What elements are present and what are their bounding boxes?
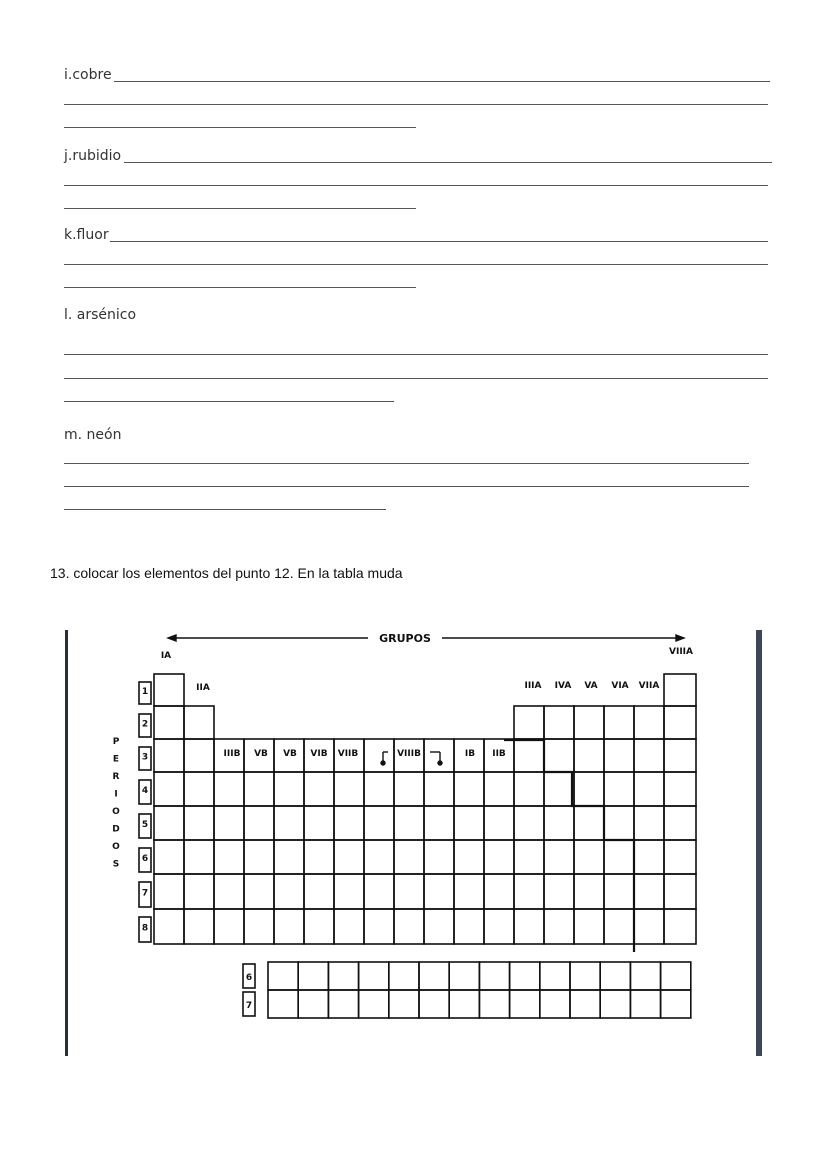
table-cell[interactable] [661, 962, 691, 990]
period-number: 6 [141, 854, 149, 864]
table-cell[interactable] [244, 840, 274, 874]
table-cell[interactable] [364, 806, 394, 840]
table-cell[interactable] [634, 874, 664, 909]
answer-line[interactable] [64, 486, 749, 487]
table-cell[interactable] [184, 874, 214, 909]
question-13: 13. colocar los elementos del punto 12. En la tabla muda [50, 565, 403, 581]
table-cell[interactable] [604, 706, 634, 739]
table-cell[interactable] [449, 962, 479, 990]
table-cell[interactable] [364, 874, 394, 909]
table-cell[interactable] [544, 772, 574, 806]
period-number: 8 [141, 923, 149, 934]
table-cell[interactable] [454, 806, 484, 840]
table-cell[interactable] [364, 840, 394, 874]
table-cell[interactable] [419, 990, 449, 1018]
group-label-a: IIIA [524, 681, 542, 691]
group-label-iib: IIB [492, 749, 506, 759]
table-cell[interactable] [184, 772, 214, 806]
item-label-neon: m. neón [64, 427, 122, 443]
table-cell[interactable] [574, 739, 604, 772]
answer-line[interactable] [64, 509, 386, 510]
table-cell[interactable] [574, 874, 604, 909]
group-label-viiib: VIIIB [397, 749, 421, 759]
table-cell[interactable] [630, 990, 660, 1018]
item-label-arsenico: l. arsénico [64, 307, 137, 323]
periodos-letter: E [112, 754, 120, 765]
table-cell[interactable] [424, 772, 454, 806]
table-cell[interactable] [424, 909, 454, 944]
table-cell[interactable] [664, 674, 696, 706]
grupos-label: GRUPOS [379, 632, 431, 645]
table-cell[interactable] [364, 739, 394, 772]
table-cell[interactable] [394, 874, 424, 909]
item-label-fluor: k.fluor [64, 227, 109, 243]
blank-periodic-table [0, 600, 828, 1060]
table-cell[interactable] [364, 772, 394, 806]
table-cell[interactable] [664, 739, 696, 772]
table-cell[interactable] [664, 840, 696, 874]
table-cell[interactable] [268, 990, 298, 1018]
table-cell[interactable] [600, 990, 630, 1018]
table-cell[interactable] [268, 962, 298, 990]
period-number: 3 [141, 752, 149, 763]
table-cell[interactable] [359, 962, 389, 990]
table-cell[interactable] [244, 772, 274, 806]
table-cell[interactable] [514, 909, 544, 944]
answer-line[interactable] [64, 354, 768, 355]
table-cell[interactable] [540, 962, 570, 990]
table-cell[interactable] [184, 840, 214, 874]
table-cell[interactable] [328, 990, 358, 1018]
viiib-bracket-dot [438, 761, 442, 765]
table-cell[interactable] [514, 840, 544, 874]
table-cell[interactable] [454, 874, 484, 909]
table-cell[interactable] [514, 706, 544, 739]
table-cell[interactable] [304, 909, 334, 944]
group-label-b: VIIB [337, 749, 359, 759]
table-cell[interactable] [274, 909, 304, 944]
table-cell[interactable] [664, 772, 696, 806]
table-cell[interactable] [664, 806, 696, 840]
answer-line[interactable] [64, 287, 416, 288]
table-cell[interactable] [544, 706, 574, 739]
table-cell[interactable] [600, 962, 630, 990]
periodos-letter: O [112, 807, 120, 817]
table-cell[interactable] [334, 874, 364, 909]
period-number: 2 [141, 719, 149, 730]
group-label-ia: IA [160, 651, 172, 661]
table-cell[interactable] [298, 962, 328, 990]
group-label-b: VB [254, 749, 268, 759]
table-cell[interactable] [304, 840, 334, 874]
item-label-rubidio: j.rubidio [64, 148, 122, 164]
answer-line[interactable] [64, 401, 394, 402]
table-cell[interactable] [544, 909, 574, 944]
group-label-a: VIA [611, 681, 629, 691]
table-cell[interactable] [364, 909, 394, 944]
table-cell[interactable] [634, 739, 664, 772]
table-cell[interactable] [184, 806, 214, 840]
table-cell[interactable] [304, 874, 334, 909]
arrow-head-left [168, 635, 176, 641]
group-label-a: IVA [554, 681, 572, 691]
table-cell[interactable] [244, 909, 274, 944]
table-cell[interactable] [154, 772, 184, 806]
table-cell[interactable] [661, 990, 691, 1018]
table-cell[interactable] [154, 739, 184, 772]
table-cell[interactable] [604, 909, 634, 944]
table-cell[interactable] [544, 840, 574, 874]
group-label-iia: IIA [196, 683, 210, 693]
table-cell[interactable] [544, 874, 574, 909]
table-cell[interactable] [419, 962, 449, 990]
table-cell[interactable] [574, 840, 604, 874]
group-label-b: VIB [310, 749, 328, 759]
arrow-head-right [676, 635, 684, 641]
table-cell[interactable] [244, 874, 274, 909]
table-cell[interactable] [479, 962, 509, 990]
table-cell[interactable] [604, 840, 634, 874]
table-cell[interactable] [484, 874, 514, 909]
table-cell[interactable] [184, 909, 214, 944]
table-cell[interactable] [574, 909, 604, 944]
table-cell[interactable] [514, 772, 544, 806]
table-cell[interactable] [454, 909, 484, 944]
table-cell[interactable] [634, 806, 664, 840]
group-label-b: VB [283, 749, 297, 759]
table-cell[interactable] [604, 874, 634, 909]
table-cell[interactable] [184, 706, 214, 739]
table-cell[interactable] [544, 806, 574, 840]
table-cell[interactable] [479, 990, 509, 1018]
table-cell[interactable] [334, 772, 364, 806]
table-cell[interactable] [544, 739, 574, 772]
table-cell[interactable] [514, 806, 544, 840]
table-cell[interactable] [154, 909, 184, 944]
table-cell[interactable] [634, 909, 664, 944]
periodos-letter: P [112, 737, 120, 747]
table-cell[interactable] [510, 990, 540, 1018]
table-cell[interactable] [334, 806, 364, 840]
period-number: 7 [141, 888, 149, 899]
table-cell[interactable] [244, 806, 274, 840]
group-label-ib: IB [464, 749, 476, 759]
table-cell[interactable] [634, 840, 664, 874]
answer-line[interactable] [64, 185, 768, 186]
answer-line[interactable] [124, 162, 772, 163]
table-cell[interactable] [394, 909, 424, 944]
table-cell[interactable] [630, 962, 660, 990]
answer-line[interactable] [64, 208, 416, 209]
answer-line[interactable] [64, 378, 768, 379]
answer-line[interactable] [64, 463, 749, 464]
table-cell[interactable] [154, 674, 184, 706]
group-label-a: VIIA [638, 681, 660, 691]
periodos-letter: D [112, 824, 120, 835]
table-cell[interactable] [664, 909, 696, 944]
table-cell[interactable] [274, 772, 304, 806]
table-cell[interactable] [154, 706, 184, 739]
answer-line[interactable] [110, 241, 768, 242]
table-cell[interactable] [394, 772, 424, 806]
table-cell[interactable] [424, 874, 454, 909]
table-cell[interactable] [570, 962, 600, 990]
table-cell[interactable] [328, 962, 358, 990]
table-cell[interactable] [574, 772, 604, 806]
table-cell[interactable] [154, 840, 184, 874]
answer-line[interactable] [64, 127, 416, 128]
table-cell[interactable] [514, 874, 544, 909]
table-cell[interactable] [634, 772, 664, 806]
table-cell[interactable] [510, 962, 540, 990]
table-cell[interactable] [514, 739, 544, 772]
table-cell[interactable] [274, 874, 304, 909]
table-cell[interactable] [214, 874, 244, 909]
periodos-letter: I [114, 789, 118, 800]
table-cell[interactable] [664, 706, 696, 739]
viiib-bracket-dot [381, 761, 385, 765]
table-cell[interactable] [484, 806, 514, 840]
table-cell[interactable] [604, 806, 634, 840]
table-cell[interactable] [184, 739, 214, 772]
answer-line[interactable] [114, 81, 770, 82]
table-cell[interactable] [664, 874, 696, 909]
periodos-letter: S [112, 859, 120, 870]
table-cell[interactable] [274, 806, 304, 840]
group-label-b: IIIB [223, 749, 241, 759]
table-cell[interactable] [214, 909, 244, 944]
table-cell[interactable] [389, 962, 419, 990]
table-cell[interactable] [214, 772, 244, 806]
table-cell[interactable] [389, 990, 419, 1018]
table-cell[interactable] [274, 840, 304, 874]
period-number: 1 [141, 687, 149, 697]
table-cell[interactable] [454, 772, 484, 806]
group-label-a: VA [584, 681, 598, 691]
table-cell[interactable] [214, 806, 244, 840]
periodos-letter: O [112, 842, 120, 852]
table-cell[interactable] [334, 840, 364, 874]
table-cell[interactable] [298, 990, 328, 1018]
table-cell[interactable] [540, 990, 570, 1018]
period-number: 7 [245, 1001, 253, 1011]
period-number: 6 [245, 973, 253, 983]
table-cell[interactable] [154, 806, 184, 840]
table-cell[interactable] [154, 874, 184, 909]
table-cell[interactable] [454, 840, 484, 874]
table-cell[interactable] [604, 772, 634, 806]
period-number: 5 [141, 820, 149, 830]
table-cell[interactable] [394, 806, 424, 840]
table-cell[interactable] [214, 840, 244, 874]
table-cell[interactable] [424, 840, 454, 874]
table-cell[interactable] [424, 739, 454, 772]
table-cell[interactable] [304, 772, 334, 806]
table-cell[interactable] [334, 909, 364, 944]
table-cell[interactable] [574, 706, 604, 739]
table-cell[interactable] [424, 806, 454, 840]
table-cell[interactable] [634, 706, 664, 739]
table-cell[interactable] [394, 840, 424, 874]
answer-line[interactable] [64, 104, 768, 105]
item-label-cobre: i.cobre [64, 67, 112, 83]
table-cell[interactable] [484, 909, 514, 944]
table-cell[interactable] [604, 739, 634, 772]
table-cell[interactable] [484, 840, 514, 874]
table-cell[interactable] [359, 990, 389, 1018]
table-cell[interactable] [574, 806, 604, 840]
period-number: 4 [141, 786, 149, 796]
table-cell[interactable] [304, 806, 334, 840]
periodos-letter: R [112, 772, 120, 782]
table-cell[interactable] [570, 990, 600, 1018]
group-label-viiia: VIIIA [669, 647, 693, 657]
answer-line[interactable] [64, 264, 768, 265]
table-cell[interactable] [449, 990, 479, 1018]
table-cell[interactable] [484, 772, 514, 806]
